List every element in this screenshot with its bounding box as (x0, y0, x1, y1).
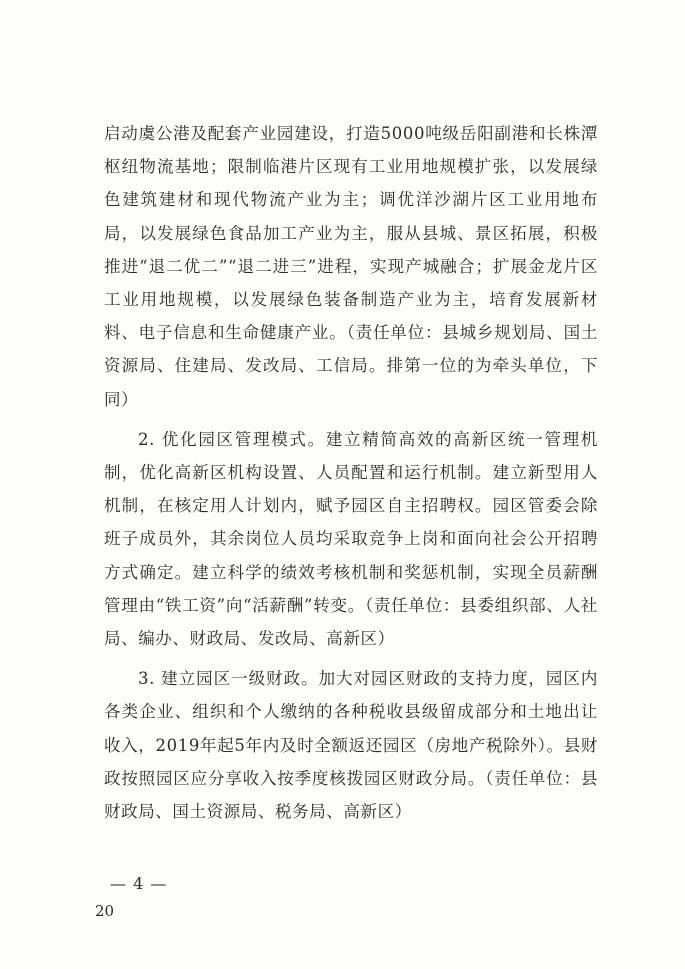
page-number: — 4 — (110, 874, 168, 893)
body-text (104, 117, 598, 835)
paragraph-intro: 启动虞公港及配套产业园建设，打造5000吨级岳阳副港和长株潭枢纽物流基地；限制临港片区现有工业用地规模扩张，以发展绿色建筑建材和现代物流产业为主；调优洋沙湖片区工业用地布局，以发展绿色食品加工产业为主，服从县城、景区拓展，积极推进“退二优二”“退二进三”进程，实现产城融合；扩展金龙片区工业用地规模，以发展绿色装备制造产业为主，培育发展新材料、电子信息和生命健康产业。（责任单位：县城乡规划局、国土资源局、住建局、发改局、工信局。排第一位的为牵头单位，下同） (104, 124, 598, 409)
paragraph-item-3: 3. 建立园区一级财政。加大对园区财政的支持力度，园区内各类企业、组织和个人缴纳的各种税收县级留成部分和土地出让收入，2019年起5年内及时全额返还园区（房地产税除外）。县财政按照园区应分享收入按季度核拨园区财政分局。（责任单位：县财政局、国土资源局、税务局、高新区） (104, 669, 598, 822)
paragraph-item-2: 2. 优化园区管理模式。建立精简高效的高新区统一管理机制，优化高新区机构设置、人员配置和运行机制。建立新型用人机制，在核定用人计划内，赋予园区自主招聘权。园区管委会除班子成员外，其余岗位人员均采取竞争上岗和面向社会公开招聘方式确定。建立科学的绩效考核机制和奖惩机制，实现全员薪酬管理由“铁工资”向“活薪酬”转变。（责任单位：县委组织部、人社局、编办、财政局、发改局、高新区） (104, 429, 598, 649)
scan-page-number: 20 (95, 902, 115, 920)
